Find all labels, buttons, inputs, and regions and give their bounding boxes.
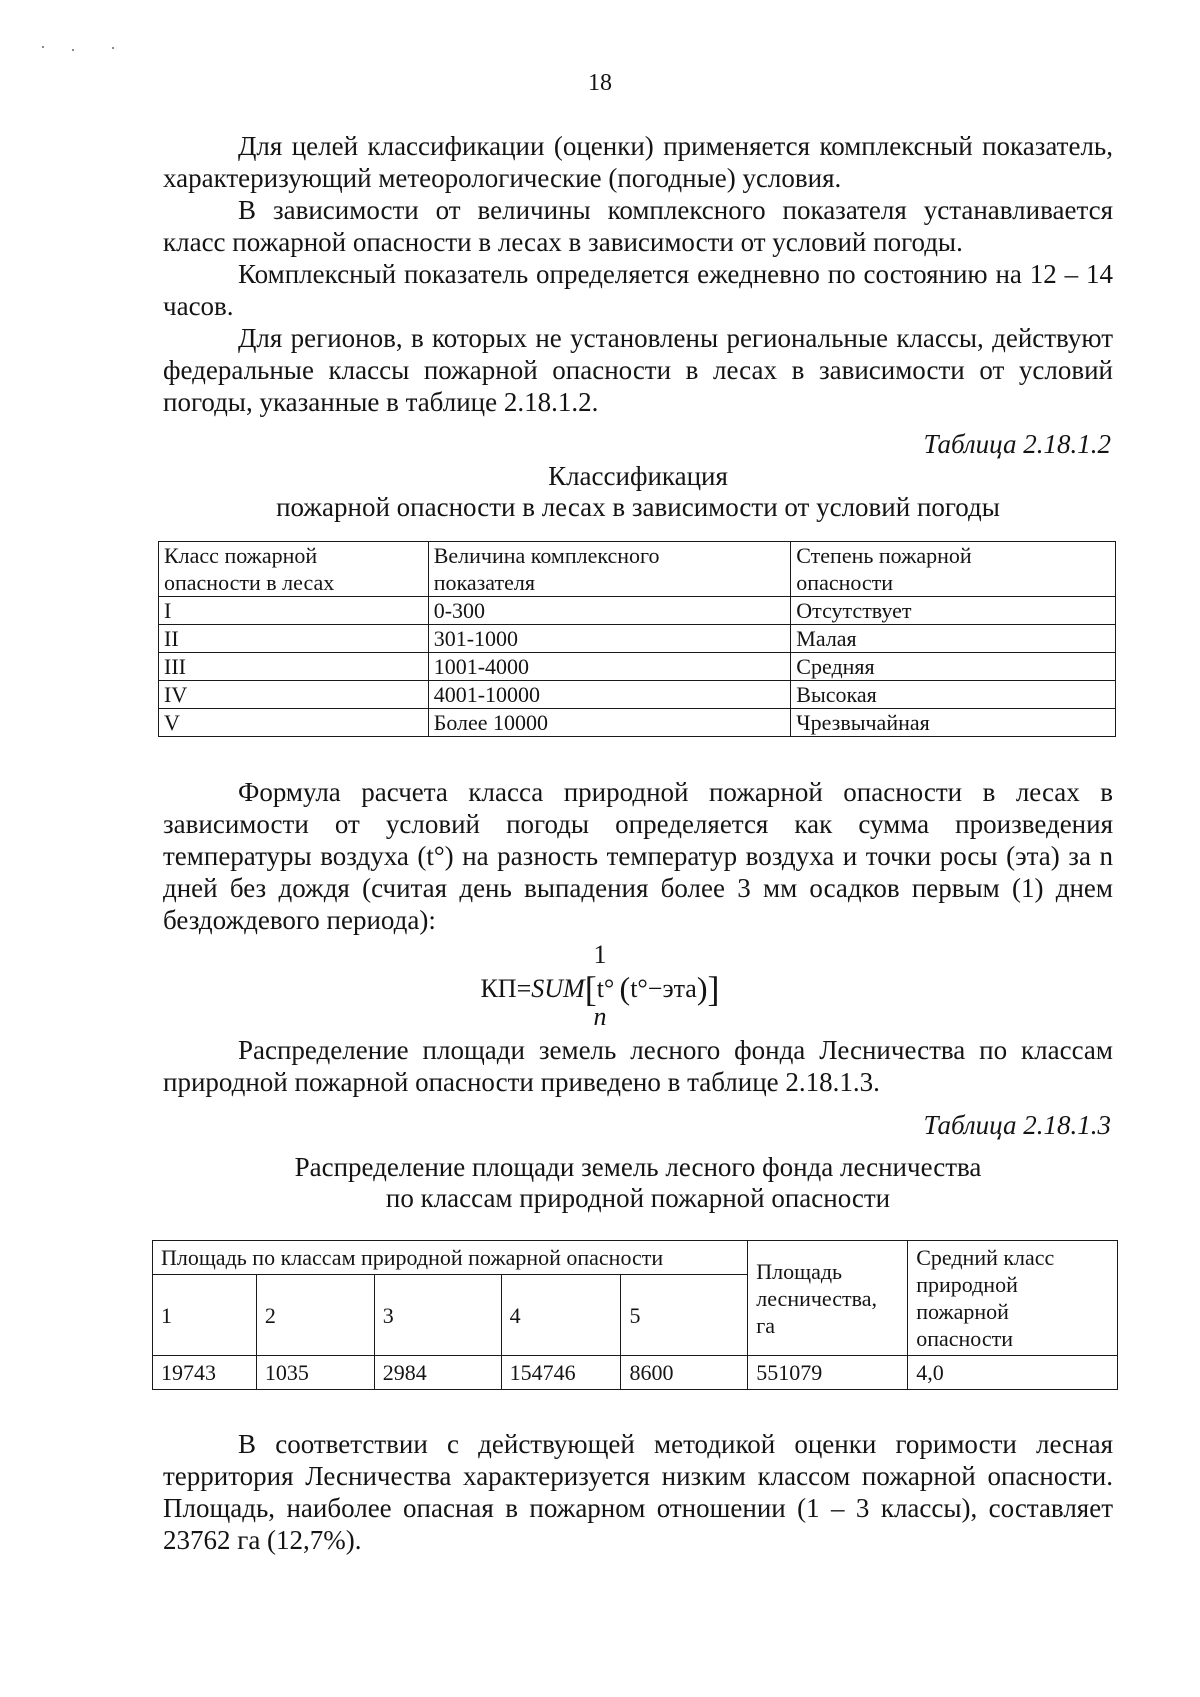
table-row xyxy=(159,625,1116,653)
table-cell: 4001-10000 xyxy=(428,681,791,709)
formula-paren: ) xyxy=(696,970,708,1006)
formula-term: t° xyxy=(596,974,615,1003)
header-text: опасности в лесах xyxy=(164,570,335,595)
class-header-cell: 3 xyxy=(374,1275,501,1356)
scan-speck xyxy=(112,47,114,49)
table-row xyxy=(159,653,1116,681)
area-distribution-table xyxy=(152,1240,1118,1390)
header-text: природной xyxy=(916,1272,1018,1297)
table1-title-line: пожарной опасности в лесах в зависимости от условий погоды xyxy=(276,492,1000,522)
header-text: Величина комплексного xyxy=(433,543,660,568)
table-cell: Более 10000 xyxy=(428,709,791,737)
scan-speck xyxy=(42,46,44,48)
paragraph: Комплексный показатель определяется ежедневно по состоянию на 12 – 14 часов. xyxy=(163,259,1113,321)
distribution-text xyxy=(163,1034,1113,1098)
table2-title xyxy=(163,1152,1113,1214)
table-cell: 0-300 xyxy=(428,597,791,625)
scan-speck xyxy=(72,49,74,51)
page-number: 18 xyxy=(588,70,612,96)
table-cell: I xyxy=(159,597,429,625)
header-text: пожарной xyxy=(916,1299,1009,1324)
table-cell: II xyxy=(159,625,429,653)
table-header-row xyxy=(159,542,1116,597)
formula-sum: SUM xyxy=(531,974,585,1003)
paragraph: В зависимости от величины комплексного показателя устанавливается класс пожарной опасности в лесах в зависимости от условий погоды. xyxy=(163,195,1113,257)
table-row xyxy=(159,709,1116,737)
table-cell: 19743 xyxy=(153,1356,257,1390)
table1-title xyxy=(163,461,1113,523)
table-cell: 1035 xyxy=(256,1356,374,1390)
group-header-cell: Площадь по классам природной пожарной опасности xyxy=(153,1241,748,1275)
header-cell xyxy=(428,542,791,597)
table-cell: 8600 xyxy=(621,1356,748,1390)
formula-bracket: [ xyxy=(584,969,597,1009)
header-text: Площадь xyxy=(756,1258,843,1284)
avg-class-header-cell xyxy=(908,1241,1118,1356)
header-cell xyxy=(159,542,429,597)
table-cell: 1001-4000 xyxy=(428,653,791,681)
table1-caption: Таблица 2.18.1.2 xyxy=(923,429,1111,459)
class-header-cell: 4 xyxy=(501,1275,621,1356)
table2-title-line: по классам природной пожарной опасности xyxy=(385,1183,891,1213)
class-header-cell: 2 xyxy=(256,1275,374,1356)
paragraph: Формула расчета класса природной пожарной опасности в лесах в зависимости от условий погоды определяется как сумма произведения температуры воздуха (t°) на разность температур воздуха и точки росы (эта) за n дней без дождя (считая день выпадения более 3 мм осадков первым (1) днем бездождевого периода): xyxy=(163,777,1113,935)
table-cell: 301-1000 xyxy=(428,625,791,653)
class-header-cell: 5 xyxy=(621,1275,748,1356)
table-row xyxy=(153,1356,1118,1390)
formula-paren: ( xyxy=(619,970,631,1006)
table-cell: Средняя xyxy=(791,653,1116,681)
table-cell: Малая xyxy=(791,625,1116,653)
table2-title-line: Распределение площади земель лесного фонда лесничества xyxy=(294,1152,982,1182)
formula-bracket: ] xyxy=(707,969,720,1009)
table-cell: 154746 xyxy=(501,1356,621,1390)
paragraph: Распределение площади земель лесного фонда Лесничества по классам природной пожарной опасности приведено в таблице 2.18.1.3. xyxy=(163,1035,1113,1097)
table-cell: IV xyxy=(159,681,429,709)
table-cell: Высокая xyxy=(791,681,1116,709)
fire-danger-class-table xyxy=(158,541,1116,737)
paragraph: Для целей классификации (оценки) применяется комплексный показатель, характеризующий метеорологические (погодные) условия. xyxy=(163,131,1113,193)
paragraph: В соответствии с действующей методикой оценки горимости лесная территория Лесничества характеризуется низким классом пожарной опасности. Площадь, наиболее опасная в пожарном отношении (1 – 3 классы), составляет 23762 га (12,7%). xyxy=(163,1429,1113,1555)
formula-lhs: КП= xyxy=(480,974,532,1003)
table-cell: III xyxy=(159,653,429,681)
header-cell xyxy=(791,542,1116,597)
table1-title-line: Классификация xyxy=(548,461,728,491)
conclusion-text xyxy=(163,1428,1113,1556)
area-header-cell xyxy=(748,1241,908,1356)
header-text: га xyxy=(756,1312,776,1338)
header-text: Средний класс xyxy=(916,1245,1055,1270)
table-cell: 2984 xyxy=(374,1356,501,1390)
paragraph: Для регионов, в которых не установлены региональные классы, действуют федеральные классы пожарной опасности в лесах в зависимости от условий погоды, указанные в таблице 2.18.1.2. xyxy=(163,323,1113,417)
intro-text xyxy=(163,130,1113,418)
formula-text xyxy=(163,776,1113,936)
table-cell: Чрезвычайная xyxy=(791,709,1116,737)
header-text: Класс пожарной xyxy=(164,543,318,568)
table-cell: V xyxy=(159,709,429,737)
header-text: опасности xyxy=(916,1326,1013,1351)
header-text: Степень пожарной xyxy=(796,543,972,568)
table-cell: Отсутствует xyxy=(791,597,1116,625)
formula-upper-limit: 1 xyxy=(593,940,607,969)
table-header-row xyxy=(153,1241,1118,1275)
class-header-cell: 1 xyxy=(153,1275,257,1356)
formula-term: t°−эта xyxy=(630,974,697,1003)
table-row xyxy=(159,597,1116,625)
table-row xyxy=(159,681,1116,709)
table2-caption: Таблица 2.18.1.3 xyxy=(923,1110,1111,1140)
formula-lower-limit: n xyxy=(593,1002,607,1031)
header-text: опасности xyxy=(796,570,894,595)
table-cell: 551079 xyxy=(748,1356,908,1390)
table-cell: 4,0 xyxy=(908,1356,1118,1390)
header-text: показателя xyxy=(433,570,535,595)
header-text: лесничества, xyxy=(756,1285,877,1311)
